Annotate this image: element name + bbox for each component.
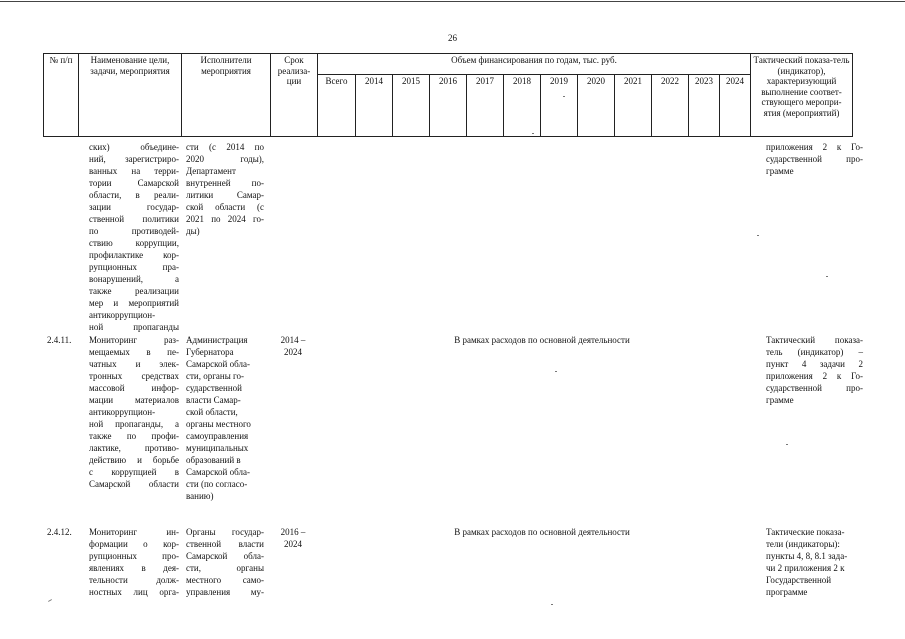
header-year: 2015 [393, 75, 430, 137]
header-year: 2021 [615, 75, 652, 137]
text-line: ских) объедине- [89, 142, 179, 152]
text-line: Тактические показа- [766, 527, 845, 537]
text-line: области, в реали- [89, 190, 179, 200]
text-line: антикоррупцион- [89, 310, 156, 320]
text-line: рупционных про- [89, 551, 179, 561]
row-name [89, 334, 179, 490]
text-line: сти (по согласо- [186, 479, 248, 489]
header-year: 2023 [689, 75, 720, 137]
row-term: 2016 – 2024 [280, 527, 306, 549]
header-total: Всего [318, 75, 356, 137]
row-funding: В рамках расходов по основной деятельности [454, 335, 630, 345]
scan-speck [555, 371, 557, 372]
text-line: тории Самарской [89, 178, 179, 188]
text-line: профилактике кор- [89, 250, 179, 260]
text-line: тельности долж- [89, 575, 179, 585]
text-line: ной пропаганды [89, 322, 179, 332]
text-line: сти (с 2014 по [186, 142, 264, 152]
text-line: местного само- [186, 575, 264, 585]
text-line: тронных средствах [89, 371, 179, 381]
text-line: ной пропаганды, а [89, 419, 179, 429]
text-line: ствию коррупции, [89, 238, 179, 248]
text-line: Администрация [186, 335, 248, 345]
text-line: ской области (с [186, 202, 264, 212]
header-year: 2019 [541, 75, 578, 137]
text-line: самоуправления [186, 431, 249, 441]
header-funding-title: Объем финансирования по годам, тыс. руб. [318, 54, 751, 75]
header-executors: Исполнители мероприятия [182, 54, 271, 137]
row-num: 2.4.12. [47, 527, 72, 537]
text-line: ванию) [186, 491, 214, 501]
text-line: Департамент [186, 166, 236, 176]
text-line: 2021 по 2024 го- [186, 214, 264, 224]
text-line: сти, органы го- [186, 371, 245, 381]
text-line: мещаемых в пе- [89, 347, 179, 357]
text-line: пункты 4, 8, 8.1 зада- [766, 551, 848, 561]
header-year: 2014 [356, 75, 393, 137]
text-line: Мониторинг раз- [89, 335, 179, 345]
text-line: сударственной [186, 383, 242, 393]
text-line: ственной политики [89, 214, 179, 224]
text-line: лактике, противо- [89, 443, 179, 453]
text-line: Самарской обла- [186, 551, 264, 561]
text-line: Самарской обла- [186, 467, 250, 477]
header-num: № п/п [44, 54, 79, 137]
scan-speck [757, 235, 759, 236]
text-line: ванных на терри- [89, 166, 179, 176]
text-line: зации государ- [89, 202, 179, 212]
text-line: с коррупцией в [89, 467, 179, 477]
row-executors [186, 141, 264, 237]
text-line: муниципальных [186, 443, 249, 453]
text-line: мер и мероприятий [89, 298, 179, 308]
text-line: также по профи- [89, 431, 179, 441]
header-year: 2018 [504, 75, 541, 137]
text-line: Государственной [766, 575, 832, 585]
header-table [43, 53, 853, 137]
scan-speck [786, 444, 788, 445]
scan-speck [563, 96, 565, 97]
text-line: ственной власти [186, 539, 264, 549]
text-line: мации материалов [89, 395, 179, 405]
row-indicator [766, 141, 863, 177]
text-line: формации о кор- [89, 539, 179, 549]
text-line: ностных лиц орга- [89, 587, 179, 597]
row-executors [186, 334, 266, 502]
text-line: программе [766, 587, 808, 597]
text-line: ний, зарегистриро- [89, 154, 179, 164]
scan-speck [532, 133, 534, 134]
row-indicator [766, 334, 863, 406]
text-line: ды) [186, 226, 200, 236]
row-num: 2.4.11. [47, 335, 72, 345]
text-line: чи 2 приложения 2 к [766, 563, 845, 573]
text-line: тели (индикаторы): [766, 539, 840, 549]
text-line: сударственной про- [766, 383, 863, 393]
header-year: 2016 [430, 75, 467, 137]
text-line: Самарской области [89, 479, 179, 489]
row-name [89, 526, 179, 598]
header-year: 2020 [578, 75, 615, 137]
text-line: по противодей- [89, 226, 179, 236]
scan-speck [551, 604, 553, 605]
header-indicator: Тактический показа-тель (индикатор), характеризующий выполнение соответ-ствующего меропри-ятия (мероприятий) [751, 54, 853, 137]
text-line: явлениях в дея- [89, 563, 179, 573]
text-line: вонарушений, а [89, 274, 179, 284]
text-line: 2020 годы), [186, 154, 264, 164]
text-line: действию и борьбе [89, 455, 179, 465]
header-name: Наименование цели, задачи, мероприятия [79, 54, 182, 137]
text-line: массовой инфор- [89, 383, 179, 393]
scan-speck [48, 599, 52, 602]
text-line: управления му- [186, 587, 264, 597]
header-year: 2017 [467, 75, 504, 137]
page-number: 26 [448, 33, 457, 43]
header-year: 2024 [720, 75, 751, 137]
text-line: литики Самар- [186, 190, 264, 200]
text-line: Органы государ- [186, 527, 264, 537]
text-line: чатных и элек- [89, 359, 179, 369]
text-line: Самарской обла- [186, 359, 250, 369]
text-line: рупционных пра- [89, 262, 179, 272]
text-line: приложения 2 к Го- [766, 371, 863, 381]
row-funding: В рамках расходов по основной деятельности [454, 527, 630, 537]
row-term: 2014 – 2024 [280, 335, 306, 357]
text-line: пункт 4 задачи 2 [766, 359, 863, 369]
header-term: Срок реализа-ции [271, 54, 318, 137]
row-executors [186, 526, 264, 598]
text-line: сударственной про- [766, 154, 863, 164]
text-line: образований в [186, 455, 241, 465]
text-line: органы местного [186, 419, 251, 429]
text-line: Мониторинг ин- [89, 527, 179, 537]
header-year: 2022 [652, 75, 689, 137]
text-line: тель (индикатор) – [766, 347, 863, 357]
row-name [89, 141, 179, 333]
top-border-line [0, 1, 905, 2]
row-indicator [766, 526, 863, 598]
text-line: внутренней по- [186, 178, 264, 188]
text-line: антикоррупцион- [89, 407, 156, 417]
text-line: также реализации [89, 286, 179, 296]
text-line: власти Самар- [186, 395, 241, 405]
text-line: приложения 2 к Го- [766, 142, 863, 152]
text-line: Тактический показа- [766, 335, 863, 345]
text-line: Губернатора [186, 347, 234, 357]
text-line: грамме [766, 395, 794, 405]
text-line: ской области, [186, 407, 238, 417]
text-line: грамме [766, 166, 794, 176]
text-line: сти, органы [186, 563, 264, 573]
scan-speck [826, 276, 828, 277]
